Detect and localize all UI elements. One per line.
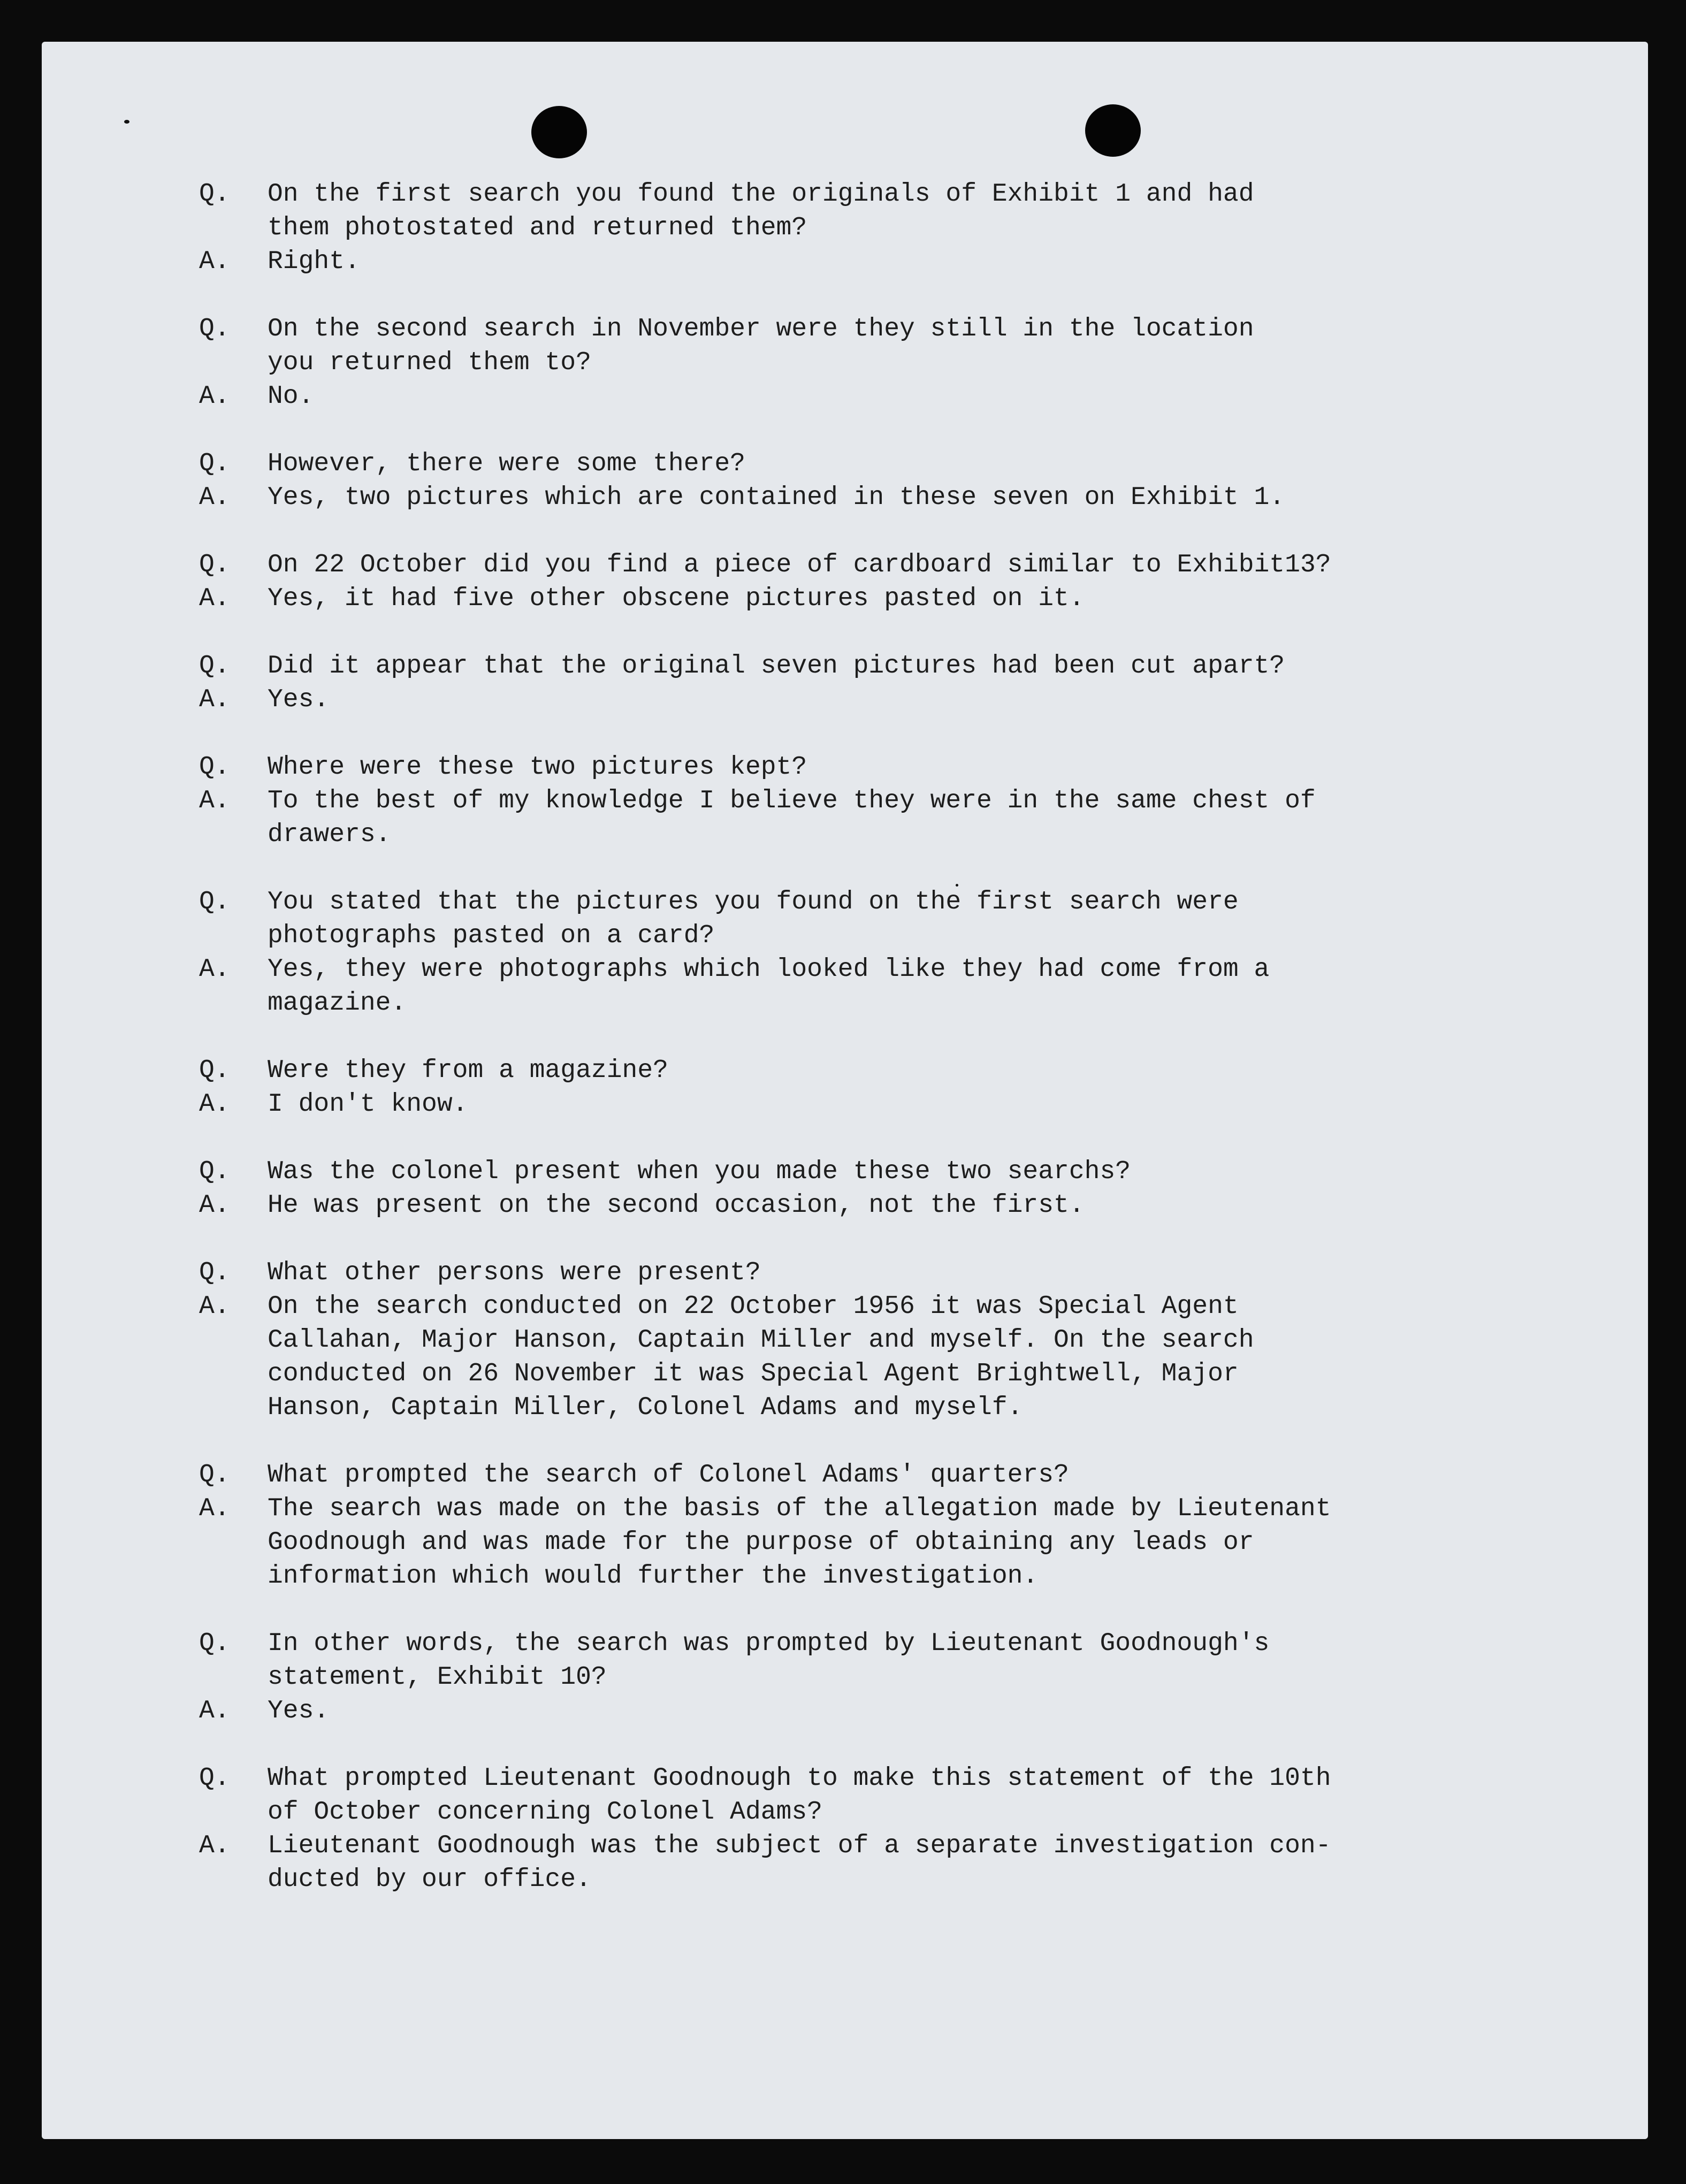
question-label: Q. bbox=[199, 1258, 230, 1287]
qa-block bbox=[199, 1762, 1483, 1897]
qa-block bbox=[199, 178, 1483, 279]
question-row bbox=[199, 1054, 1483, 1088]
punch-hole bbox=[531, 106, 587, 158]
answer-text: To the best of my knowledge I believe they were in the same chest of drawers. bbox=[268, 786, 1316, 849]
answer-label: A. bbox=[199, 382, 230, 411]
answer-row bbox=[199, 1694, 1483, 1728]
answer-text: Yes, two pictures which are contained in these seven on Exhibit 1. bbox=[268, 483, 1285, 512]
question-text: In other words, the search was prompted by Lieutenant Goodnough's statement, Exhibit 10? bbox=[268, 1629, 1270, 1692]
question-text: Was the colonel present when you made these two searchs? bbox=[268, 1157, 1131, 1186]
qa-block bbox=[199, 650, 1483, 717]
answer-text: Lieutenant Goodnough was the subject of a separate investigation con- ducted by our office. bbox=[268, 1831, 1331, 1894]
answer-row bbox=[199, 1088, 1483, 1121]
question-label: Q. bbox=[199, 1056, 230, 1085]
question-text: What other persons were present? bbox=[268, 1258, 761, 1287]
answer-label: A. bbox=[199, 786, 230, 815]
answer-row bbox=[199, 1290, 1483, 1425]
answer-row bbox=[199, 1829, 1483, 1897]
qa-block bbox=[199, 447, 1483, 515]
question-label: Q. bbox=[199, 1461, 230, 1490]
punch-hole bbox=[1085, 104, 1141, 157]
qa-block bbox=[199, 751, 1483, 852]
answer-label: A. bbox=[199, 1831, 230, 1860]
answer-label: A. bbox=[199, 1292, 230, 1321]
question-label: Q. bbox=[199, 888, 230, 917]
question-row bbox=[199, 1627, 1483, 1694]
question-text: However, there were some there? bbox=[268, 449, 745, 478]
question-text: You stated that the pictures you found on the first search were photographs pasted on a card? bbox=[268, 888, 1239, 950]
answer-text: Yes. bbox=[268, 685, 330, 714]
question-row bbox=[199, 1155, 1483, 1189]
answer-label: A. bbox=[199, 1697, 230, 1725]
qa-block bbox=[199, 885, 1483, 1020]
question-row bbox=[199, 1762, 1483, 1829]
question-row bbox=[199, 312, 1483, 380]
question-row bbox=[199, 548, 1483, 582]
question-text: What prompted Lieutenant Goodnough to make this statement of the 10th of October concerning Colonel Adams? bbox=[268, 1764, 1331, 1827]
answer-row bbox=[199, 380, 1483, 414]
qa-block bbox=[199, 1458, 1483, 1593]
answer-label: A. bbox=[199, 955, 230, 984]
question-label: Q. bbox=[199, 1764, 230, 1793]
question-text: Were they from a magazine? bbox=[268, 1056, 668, 1085]
question-label: Q. bbox=[199, 753, 230, 782]
answer-label: A. bbox=[199, 1494, 230, 1523]
ink-speck bbox=[124, 120, 129, 124]
answer-label: A. bbox=[199, 247, 230, 276]
question-row bbox=[199, 178, 1483, 245]
question-label: Q. bbox=[199, 1629, 230, 1658]
question-row bbox=[199, 751, 1483, 784]
question-row bbox=[199, 447, 1483, 481]
answer-row bbox=[199, 481, 1483, 515]
qa-block bbox=[199, 1054, 1483, 1121]
answer-row bbox=[199, 1189, 1483, 1223]
answer-row bbox=[199, 582, 1483, 616]
question-label: Q. bbox=[199, 315, 230, 343]
answer-text: He was present on the second occasion, not the first. bbox=[268, 1191, 1085, 1220]
answer-label: A. bbox=[199, 584, 230, 613]
answer-label: A. bbox=[199, 483, 230, 512]
qa-block bbox=[199, 1256, 1483, 1425]
answer-text: Yes, they were photographs which looked like they had come from a magazine. bbox=[268, 955, 1270, 1018]
answer-row bbox=[199, 784, 1483, 852]
answer-row bbox=[199, 1492, 1483, 1593]
question-text: Did it appear that the original seven pictures had been cut apart? bbox=[268, 652, 1285, 681]
answer-text: Yes, it had five other obscene pictures pasted on it. bbox=[268, 584, 1085, 613]
answer-text: Yes. bbox=[268, 1697, 330, 1725]
qa-block bbox=[199, 312, 1483, 414]
question-row bbox=[199, 1256, 1483, 1290]
question-label: Q. bbox=[199, 551, 230, 579]
question-row bbox=[199, 650, 1483, 683]
question-label: Q. bbox=[199, 449, 230, 478]
question-text: On 22 October did you find a piece of cardboard similar to Exhibit13? bbox=[268, 551, 1331, 579]
question-text: On the second search in November were they still in the location you returned them to? bbox=[268, 315, 1254, 377]
answer-text: On the search conducted on 22 October 1956 it was Special Agent Callahan, Major Hanson, Captain Miller and myself. On the search conducted on 26 November it was Special Agent Brightwell, Major Hanson, Captain Miller, Colonel Adams and myself. bbox=[268, 1292, 1254, 1422]
answer-label: A. bbox=[199, 1090, 230, 1119]
answer-label: A. bbox=[199, 685, 230, 714]
qa-block bbox=[199, 1155, 1483, 1223]
answer-row bbox=[199, 245, 1483, 279]
transcript-body bbox=[199, 178, 1483, 1930]
answer-text: I don't know. bbox=[268, 1090, 468, 1119]
question-label: Q. bbox=[199, 652, 230, 681]
answer-text: No. bbox=[268, 382, 314, 411]
qa-block bbox=[199, 1627, 1483, 1728]
question-label: Q. bbox=[199, 1157, 230, 1186]
answer-row bbox=[199, 953, 1483, 1020]
answer-row bbox=[199, 683, 1483, 717]
answer-label: A. bbox=[199, 1191, 230, 1220]
qa-block bbox=[199, 548, 1483, 616]
question-text: What prompted the search of Colonel Adams' quarters? bbox=[268, 1461, 1069, 1490]
question-text: Where were these two pictures kept? bbox=[268, 753, 807, 782]
question-text: On the first search you found the originals of Exhibit 1 and had them photostated and returned them? bbox=[268, 180, 1254, 242]
question-row bbox=[199, 1458, 1483, 1492]
question-label: Q. bbox=[199, 180, 230, 209]
answer-text: The search was made on the basis of the allegation made by Lieutenant Goodnough and was made for the purpose of obtaining any leads or information which would further the investigation. bbox=[268, 1494, 1331, 1591]
question-row bbox=[199, 885, 1483, 953]
answer-text: Right. bbox=[268, 247, 360, 276]
